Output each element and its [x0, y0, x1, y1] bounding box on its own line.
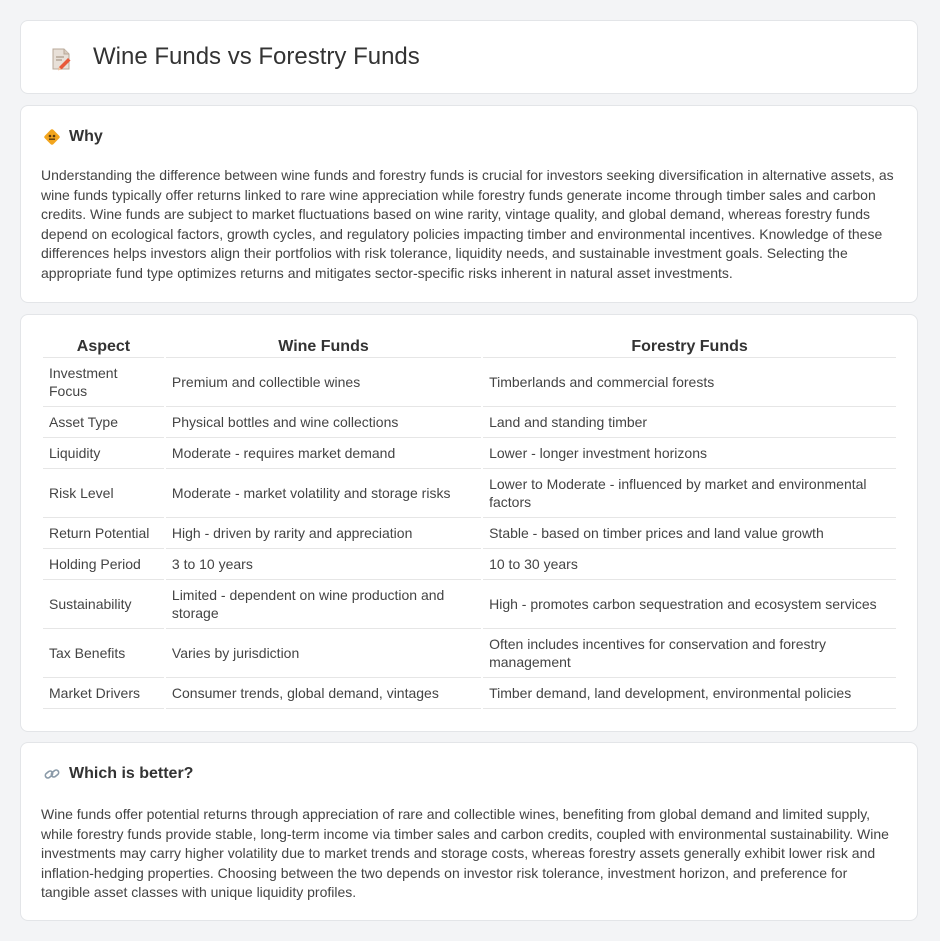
- aspect-cell: Market Drivers: [43, 678, 164, 709]
- table-row: [43, 629, 896, 678]
- table-header-row: [43, 337, 896, 358]
- table-row: [43, 438, 896, 469]
- header-wine-funds: Wine Funds: [166, 337, 481, 358]
- table-row: [43, 549, 896, 580]
- aspect-cell: Tax Benefits: [43, 629, 164, 678]
- diamond-sign-icon: [43, 128, 61, 146]
- header-forestry-funds: Forestry Funds: [483, 337, 896, 358]
- forestry-cell: High - promotes carbon sequestration and ecosystem services: [483, 580, 896, 629]
- why-paragraph: Understanding the difference between wine funds and forestry funds is crucial for investors seeking diversification in alternative assets, as wine funds typically offer returns linked to rare wine appreciation while forestry funds generate income through timber sales and carbon credits. Wine funds are subject to market fluctuations based on wine rarity, vintage quality, and global demand, whereas forestry funds depend on ecological factors, growth cycles, and regulatory policies impacting timber and environmental incentives. Knowledge of these differences helps investors align their portfolios with risk tolerance, liquidity needs, and sustainable investment goals. Selecting the appropriate fund type optimizes returns and mitigates sector-specific risks inherent in natural asset investments.: [41, 167, 894, 281]
- header-aspect: Aspect: [43, 337, 164, 358]
- better-heading-label: Which is better?: [69, 765, 194, 782]
- aspect-cell: Liquidity: [43, 438, 164, 469]
- why-section: [20, 105, 918, 303]
- table-row: [43, 518, 896, 549]
- table-row: [43, 407, 896, 438]
- aspect-cell: Risk Level: [43, 469, 164, 518]
- table-row: [43, 678, 896, 709]
- forestry-cell: Lower to Moderate - influenced by market and environmental factors: [483, 469, 896, 518]
- aspect-cell: Asset Type: [43, 407, 164, 438]
- which-better-section: [20, 742, 918, 921]
- comparison-table: [41, 337, 898, 709]
- wine-cell: High - driven by rarity and appreciation: [166, 518, 481, 549]
- document-pencil-icon: [49, 47, 73, 71]
- better-paragraph: Wine funds offer potential returns through appreciation of rare and collectible wines, benefiting from global demand and limited supply, while forestry funds provide stable, long-term income via timber sales and carbon credits, coupled with environmental sustainability. Wine investments may carry higher volatility due to market trends and storage costs, whereas forestry assets generally exhibit lower risk and inflation-hedging properties. Choosing between the two depends on investor risk tolerance, investment horizon, and preference for tangible asset classes with unique liquidity profiles.: [41, 806, 889, 900]
- why-heading: [43, 128, 103, 146]
- forestry-cell: Often includes incentives for conservation and forestry management: [483, 629, 896, 678]
- wine-cell: Physical bottles and wine collections: [166, 407, 481, 438]
- wine-cell: Moderate - requires market demand: [166, 438, 481, 469]
- why-heading-label: Why: [69, 128, 103, 145]
- comparison-table-card: [20, 314, 918, 732]
- aspect-cell: Return Potential: [43, 518, 164, 549]
- wine-cell: Moderate - market volatility and storage risks: [166, 469, 481, 518]
- aspect-cell: Holding Period: [43, 549, 164, 580]
- table-row: [43, 469, 896, 518]
- wine-cell: Consumer trends, global demand, vintages: [166, 678, 481, 709]
- wine-cell: Varies by jurisdiction: [166, 629, 481, 678]
- table-row: [43, 358, 896, 407]
- aspect-cell: Sustainability: [43, 580, 164, 629]
- forestry-cell: Lower - longer investment horizons: [483, 438, 896, 469]
- forestry-cell: 10 to 30 years: [483, 549, 896, 580]
- aspect-cell: Investment Focus: [43, 358, 164, 407]
- wine-cell: 3 to 10 years: [166, 549, 481, 580]
- page-title: Wine Funds vs Forestry Funds: [93, 43, 420, 70]
- forestry-cell: Land and standing timber: [483, 407, 896, 438]
- table-row: [43, 580, 896, 629]
- forestry-cell: Timber demand, land development, environmental policies: [483, 678, 896, 709]
- link-icon: [43, 765, 61, 783]
- title-card: [20, 20, 918, 94]
- better-heading: [43, 765, 193, 783]
- forestry-cell: Timberlands and commercial forests: [483, 358, 896, 407]
- wine-cell: Limited - dependent on wine production and storage: [166, 580, 481, 629]
- forestry-cell: Stable - based on timber prices and land value growth: [483, 518, 896, 549]
- wine-cell: Premium and collectible wines: [166, 358, 481, 407]
